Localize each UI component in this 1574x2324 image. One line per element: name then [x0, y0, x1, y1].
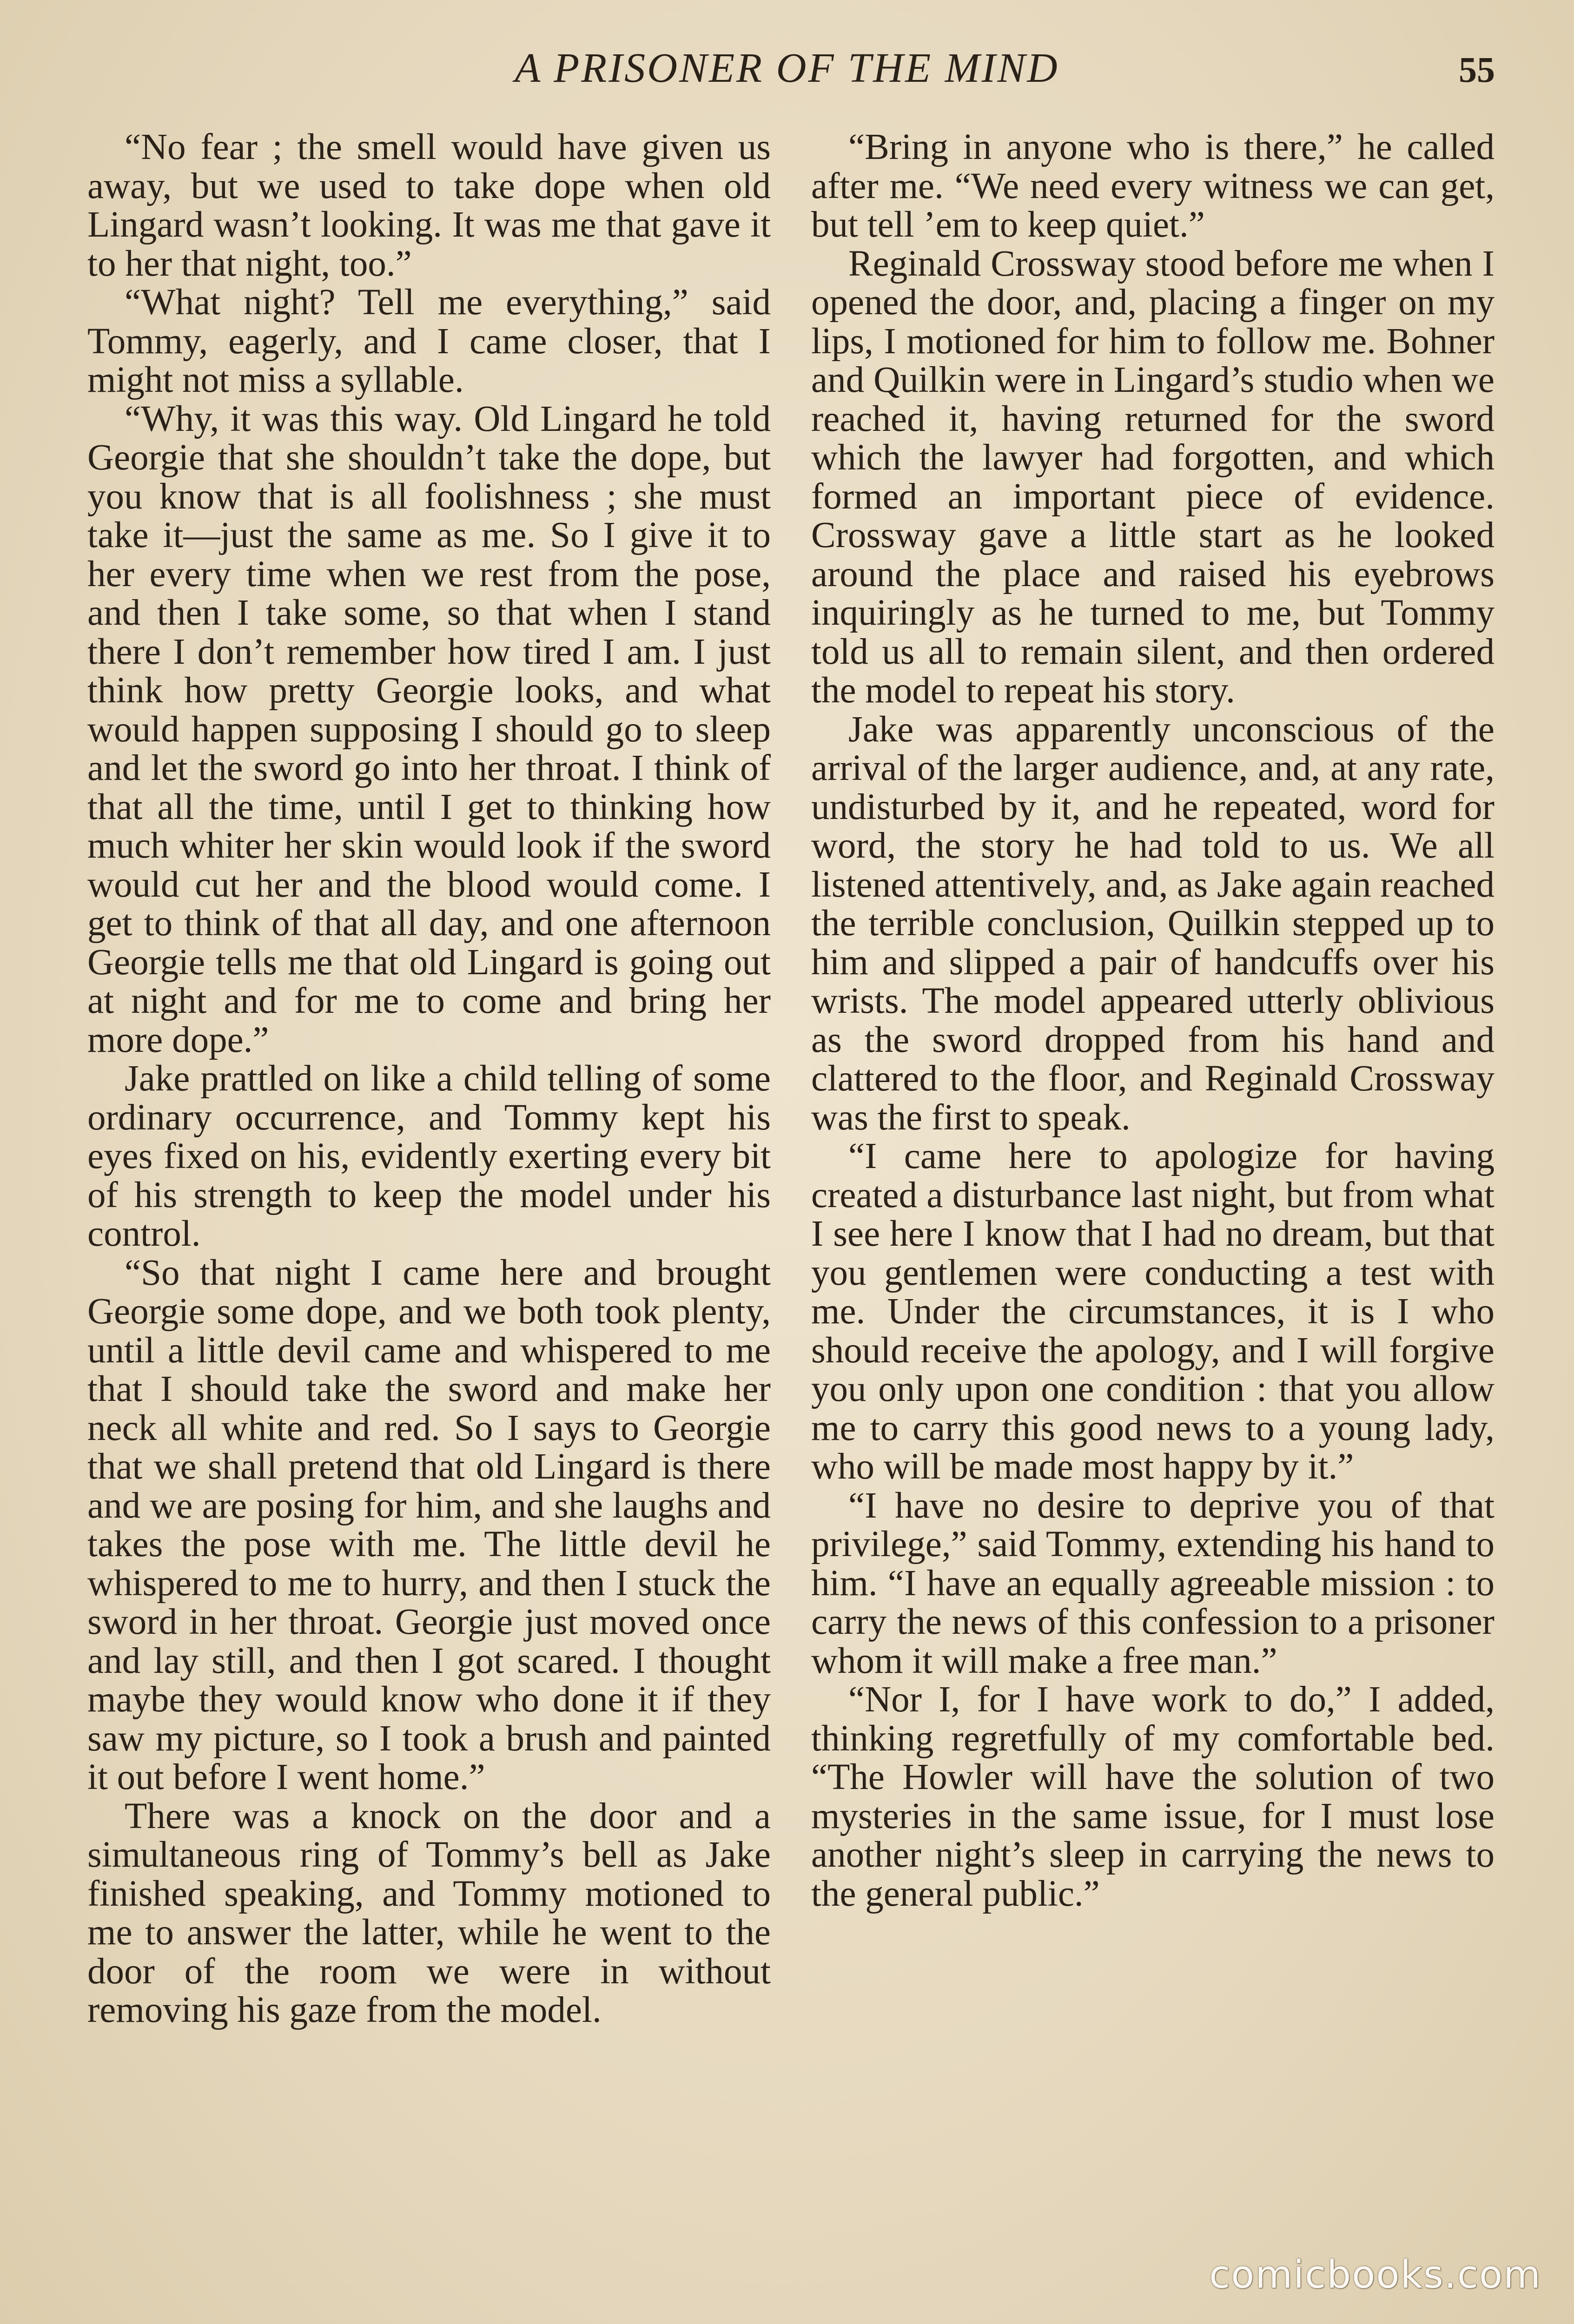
- paragraph: Jake was apparently unconscious of the arrival of the larger audience, and, at any rate, undisturbed by it, and he repeated, word for word, the story he had told to us. We all listened attentively, and, as Jake again reached the terrible conclusion, Quilkin stepped up to him and slipped a pair of handcuffs over his wrists. The model appeared utterly oblivious as the sword dropped from his hand and clattered to the floor, and Reginald Crossway was the first to speak.: [811, 709, 1495, 1138]
- left-column: [87, 128, 771, 2030]
- paragraph: “Nor I, for I have work to do,” I added, thinking regretfully of my comfortable bed. “The Howler will have the solution of two mysteries in the same issue, for I must lose another night’s sleep in carrying the news to the general public.”: [811, 1679, 1495, 1914]
- running-title: A PRISONER OF THE MIND: [515, 45, 1059, 91]
- paragraph: “I have no desire to deprive you of that privilege,” said Tommy, extending his hand to him. “I have an equally agreeable mission : to carry the news of this confession to a prisoner whom it will make a free man.”: [811, 1485, 1495, 1681]
- paragraph: Reginald Crossway stood before me when I opened the door, and, placing a finger on my lips, I motioned for him to follow me. Bohner and Quilkin were in Lingard’s studio when we reached it, having returned for the sword which the lawyer had forgotten, and which formed an important piece of evidence. Crossway gave a little start as he looked around the place and raised his eyebrows inquiringly as he turned to me, but Tommy told us all to remain silent, and then ordered the model to repeat his story.: [811, 243, 1495, 711]
- paragraph: “What night? Tell me everything,” said Tommy, eagerly, and I came closer, that I might not miss a syllable.: [87, 282, 771, 400]
- paragraph: “I came here to apologize for having created a disturbance last night, but from what I see here I know that I had no dream, but that you gentlemen were conducting a test with me. Under the circumstances, it is I who should receive the apology, and I will forgive you only upon one condition : that you allow me to carry this good news to a young lady, who will be made most happy by it.”: [811, 1136, 1495, 1487]
- paragraph: There was a knock on the door and a simultaneous ring of Tommy’s bell as Jake finished speaking, and Tommy motioned to me to answer the latter, while he went to the door of the room we were in without removing his gaze from the model.: [87, 1796, 771, 2030]
- paragraph: “Why, it was this way. Old Lingard he told Georgie that she shouldn’t take the dope, but you know that is all foolishness ; she must take it—just the same as me. So I give it to her every time when we rest from the pose, and then I take some, so that when I stand there I don’t remember how tired I am. I just think how pretty Georgie looks, and what would happen supposing I should go to sleep and let the sword go into her throat. I think of that all the time, until I get to thinking how much whiter her skin would look if the sword would cut her and the blood would come. I get to think of that all day, and one afternoon Georgie tells me that old Lingard is going out at night and for me to come and bring her more dope.”: [87, 398, 771, 1060]
- right-column: [811, 128, 1495, 1913]
- paragraph: “No fear ; the smell would have given us away, but we used to take dope when old Lingard wasn’t looking. It was me that gave it to her that night, too.”: [87, 127, 771, 284]
- source-watermark: comicbooks.com: [1209, 2253, 1541, 2297]
- paragraph: “Bring in anyone who is there,” he called after me. “We need every witness we can get, but tell ’em to keep quiet.”: [811, 127, 1495, 245]
- page-number: 55: [1459, 49, 1495, 90]
- paragraph: Jake prattled on like a child telling of some ordinary occurrence, and Tommy kept his eyes fixed on his, evidently exerting every bit of his strength to keep the model under his control.: [87, 1058, 771, 1254]
- paragraph: “So that night I came here and brought Georgie some dope, and we both took plenty, until a little devil came and whispered to me that I should take the sword and make her neck all white and red. So I says to Georgie that we shall pretend that old Lingard is there and we are posing for him, and she laughs and takes the pose with me. The little devil he whispered to me to hurry, and then I stuck the sword in her throat. Georgie just moved once and lay still, and then I got scared. I thought maybe they would know who done it if they saw my picture, so I took a brush and painted it out before I went home.”: [87, 1252, 771, 1797]
